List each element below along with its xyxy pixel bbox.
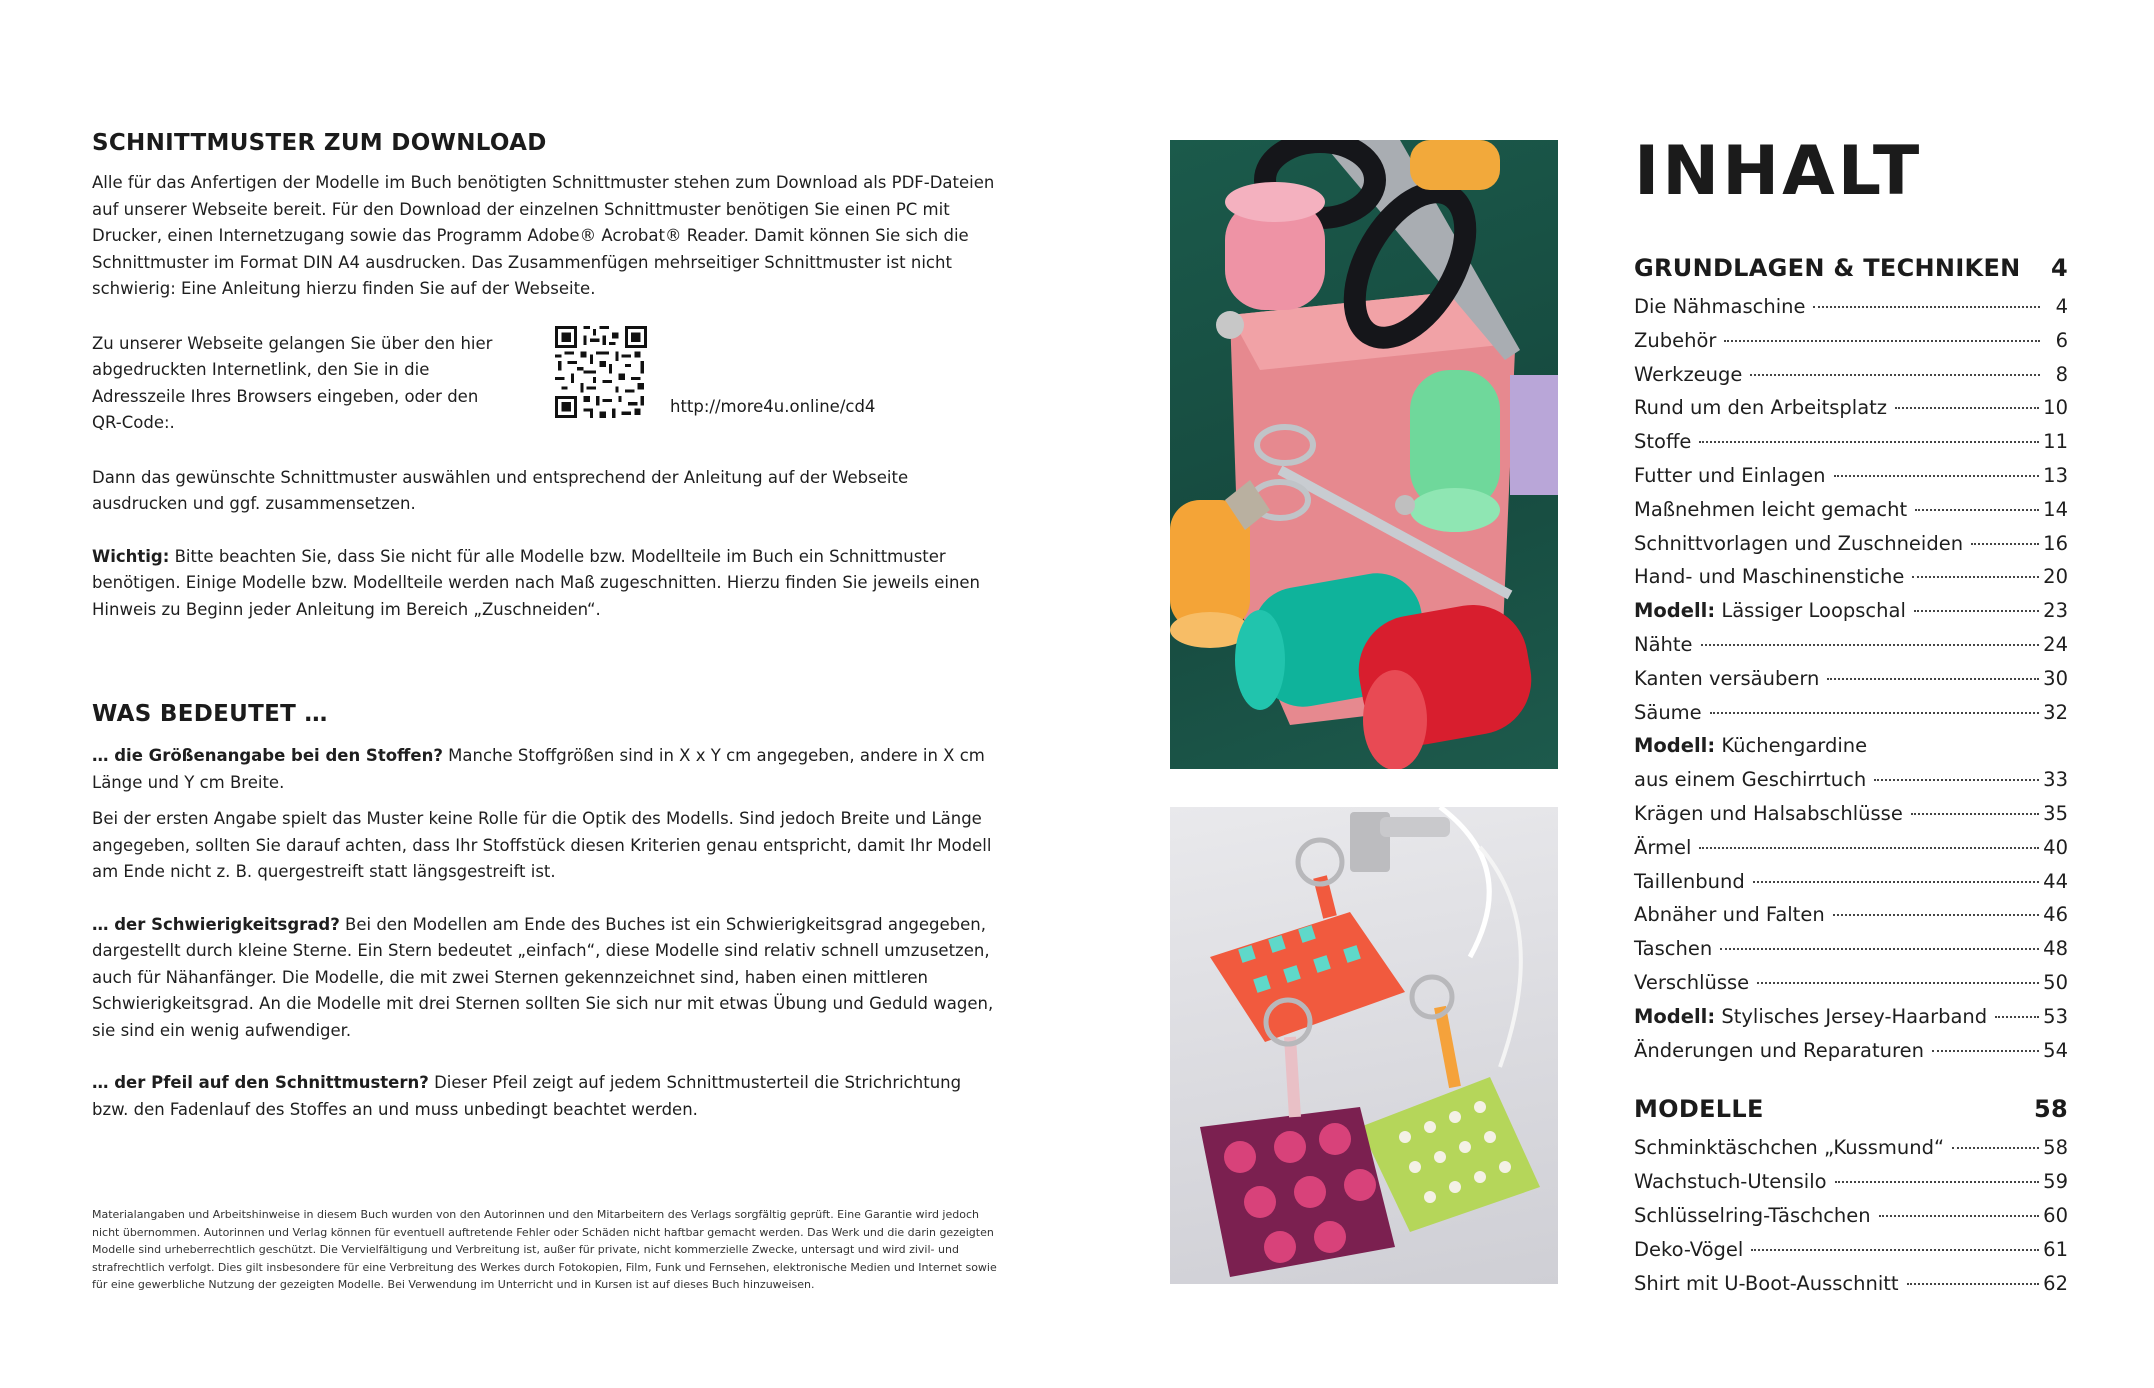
toc-entry-label [1634,493,1907,527]
toc-leader-dots [1699,847,2039,849]
toc-entry-label-text: Taschen [1634,937,1713,961]
left-page [92,130,1000,1123]
toc-entry-label-text: Lässiger Loopschal [1715,599,1906,623]
toc-entry[interactable] [1634,662,2068,696]
important-label: Wichtig: [92,546,170,566]
toc-entry-page: 30 [2043,666,2068,690]
toc-leader-dots [1835,1181,2040,1183]
instructions-text: Dann das gewünschte Schnittmuster auswählen und entsprechend der Anleitung auf der Webseite ausdrucken und ggf. zusammensetzen. [92,467,909,513]
toc-entry-page: 24 [2043,632,2068,656]
toc-leader-dots [1834,475,2040,477]
toc-entry-page: 50 [2043,970,2068,994]
toc-leader-dots [1720,948,2039,950]
toc-entry[interactable] [1634,560,2068,594]
toc-entry[interactable] [1634,1034,2068,1068]
toc-entry-label-text: Deko-Vögel [1634,1237,1744,1261]
toc-entry[interactable] [1634,898,2068,932]
toc-entry-page: 6 [2055,328,2068,352]
toc-entry-page: 8 [2055,362,2068,386]
toc-leader-dots [1753,881,2039,883]
toc-entry-label [1634,898,1825,932]
qr-code-icon[interactable] [555,326,647,418]
toc-leader-dots [1971,543,2039,545]
toc-leader-dots [1701,644,2040,646]
toc-entry-label [1634,425,1691,459]
toc-entry-label [1634,594,1906,628]
toc-entry-page: 10 [2043,396,2068,420]
faq-size-label: … die Größenangabe bei den Stoffen? [92,746,443,765]
toc-entry-page: 59 [2043,1170,2068,1194]
toc-entry-label-text: Futter und Einlagen [1634,463,1826,487]
faq-difficulty-text: Bei den Modellen am Ende des Buches ist ein Schwierigkeitsgrad angegeben, dargestellt durch kleine Sterne. Ein Stern bedeutet „einfach“, diese Modelle sind relativ schnell umzusetzen, auch für Nähanfänger. Die Modelle, die mit zwei Sternen gekennzeichnet sind, haben einen mittleren Schwierigkeitsgrad. An die Modelle mit drei Sternen sollten Sie sich nur mit etwas Übung und Geduld wagen, sie sind ein wenig aufwendiger. [92,914,994,1040]
toc-entry[interactable] [1634,425,2068,459]
toc-entry-label-text: Schlüsselring-Täschchen [1634,1203,1871,1227]
toc-entry-page: 11 [2043,430,2068,454]
toc-entry-label-text: Stoffe [1634,430,1692,454]
faq-size-text: Manche Stoffgrößen sind in X x Y cm angegeben, andere in X cm Länge und Y cm Breite. [92,746,985,792]
toc-entry-label [1634,797,1903,831]
keyring-pouches-photo [1170,807,1558,1284]
toc-entry-label-text: Maßnehmen leicht gemacht [1634,497,1908,521]
toc-entry-label [1634,696,1702,730]
faq-difficulty-label: … der Schwierigkeitsgrad? [92,914,340,934]
toc-entry[interactable] [1634,594,2068,628]
toc-entry-label [1634,1000,1987,1034]
toc-list-modelle [1634,1131,2068,1300]
toc-entry-label [1634,1267,1899,1301]
download-heading: SCHNITTMUSTER ZUM DOWNLOAD [92,130,547,156]
toc-entry-page: 20 [2043,565,2068,589]
toc-entry-page: 58 [2043,1136,2068,1160]
toc-entry-prefix: Modell: [1634,599,1716,623]
toc-entry-label [1634,831,1691,865]
toc-entry-label [1634,966,1749,1000]
toc-entry-label-text: Taillenbund [1634,869,1745,893]
toc-entry-page: 53 [2043,1004,2068,1028]
toc-entry-label [1634,1131,1944,1165]
toc-entry-text [1634,729,2068,797]
toc-entry-prefix: Modell: [1634,734,1716,758]
legal-footnote: Materialangaben und Arbeitshinweise in diesem Buch wurden von den Autorinnen und den Mitarbeitern des Verlags sorgfältig geprüft. Eine Garantie wird jedoch nicht übernommen. Autorinnen und Verlag können für eventuell auftretende Fehler oder Schäden nicht haftbar gemacht werden. Das Werk und die darin gezeigten Modelle sind urheberrechtlich geschützt. Die Vervielfältigung und Verbreitung ist, außer für private, nicht kommerzielle Zwecke, untersagt und wird zivil- und strafrechtlich verfolgt. Dies gilt insbesondere für eine Verbreitung des Werkes durch Fotokopien, Film, Funk und Fernsehen, elektronische Medien und Internet sowie für eine gewerbliche Nutzung der gezeigten Modelle. Bei Verwendung im Unterricht und in Kursen ist auf dieses Buch hinzuweisen. [92,1208,997,1292]
toc-entry-label [1634,865,1745,899]
toc-entry[interactable] [1634,1199,2068,1233]
toc-entry-label-text: Nähte [1634,632,1693,656]
table-of-contents [1634,130,2068,1300]
toc-entry-label [1634,932,1712,966]
toc-entry[interactable] [1634,966,2068,1000]
toc-entry-label [1634,1233,1743,1267]
toc-entry-label [1634,1034,1924,1068]
toc-entry[interactable] [1634,358,2068,392]
toc-entry-label-text: Shirt mit U-Boot-Ausschnitt [1634,1271,1899,1295]
toc-entry-page: 40 [2043,835,2068,859]
toc-entry-label-text: Abnäher und Falten [1634,903,1825,927]
toc-leader-dots [1914,610,2039,612]
toc-section-title: MODELLE [1634,1095,1764,1124]
toc-entry-label [1634,358,1742,392]
toc-leader-dots [1827,678,2039,680]
toc-entry-page: 54 [2043,1038,2068,1062]
toc-entry-label [1634,290,1805,324]
toc-entry-page: 33 [2043,768,2068,792]
toc-entry[interactable] [1634,797,2068,831]
toc-leader-dots [1895,407,2039,409]
toc-entry-label-text: Küchengardine [1715,734,1868,758]
toc-entry-page: 23 [2043,599,2068,623]
toc-entry-label [1634,459,1826,493]
faq-arrow-text: Dieser Pfeil zeigt auf jedem Schnittmusterteil die Strichrichtung bzw. den Fadenlauf des Stoffes an und muss unbedingt beachtet werden. [92,1073,962,1119]
toc-entry[interactable] [1634,459,2068,493]
website-text: Zu unserer Webseite gelangen Sie über den hier abgedruckten Internetlink, den Sie in die Adresszeile Ihres Browsers eingeben, oder den QR-Code:. [92,333,493,432]
toc-entry-label-text: Schminktäschchen „Kussmund“ [1634,1136,1945,1160]
download-url-link[interactable]: http://more4u.online/cd4 [670,396,876,416]
toc-entry[interactable] [1634,290,2068,324]
toc-section-title: GRUNDLAGEN & TECHNIKEN [1634,254,2021,282]
toc-entry-label-text: Krägen und Halsabschlüsse [1634,801,1903,825]
toc-entry-label-text: Stylisches Jersey-Haarband [1715,1004,1988,1028]
toc-entry-label [1634,560,1904,594]
toc-entry[interactable] [1634,324,2068,358]
toc-entry-label [1634,527,1963,561]
toc-entry-page: 14 [2043,497,2068,521]
toc-entry[interactable] [1634,1000,2068,1034]
important-note [92,544,1000,624]
toc-section-heading[interactable] [1634,1095,2068,1123]
faq-difficulty [92,912,1000,1045]
toc-entry-page: 16 [2043,531,2068,555]
toc-entry-page: 32 [2043,700,2068,724]
toc-entry-label [1634,391,1887,425]
toc-entry-page: 48 [2043,937,2068,961]
toc-entry-label-line2: aus einem Geschirrtuch [1634,768,1867,792]
toc-entry-label-text: Wachstuch-Utensilo [1634,1170,1827,1194]
toc-entry[interactable] [1634,1165,2068,1199]
toc-leader-dots [1724,340,2040,342]
toc-entry-label-text: Schnittvorlagen und Zuschneiden [1634,531,1964,555]
toc-entry[interactable] [1634,1233,2068,1267]
toc-entry[interactable] [1634,729,2068,797]
toc-entry-label-text: Ärmel [1634,835,1692,859]
meaning-heading: WAS BEDEUTET … [92,701,328,727]
toc-entry-label-text: Änderungen und Reparaturen [1634,1038,1924,1062]
toc-leader-dots [1751,1249,2039,1251]
toc-entry-page: 35 [2043,801,2068,825]
toc-entry[interactable] [1634,493,2068,527]
toc-entry[interactable] [1634,696,2068,730]
toc-entry-label-text: Säume [1634,700,1702,724]
toc-entry-label [1634,1199,1871,1233]
toc-entry-label-text: Verschlüsse [1634,970,1750,994]
toc-entry-page: 62 [2043,1271,2068,1295]
sewing-tools-photo [1170,140,1558,769]
toc-leader-dots [1952,1147,2039,1149]
keyring-pouches-illustration [1170,807,1558,1284]
toc-leader-dots [1750,374,2040,376]
toc-title: INHALT [1634,132,1923,211]
toc-leader-dots [1995,1016,2039,1018]
toc-leader-dots [1907,1283,2040,1285]
toc-leader-dots [1879,1215,2040,1217]
faq-size-more: Bei der ersten Angabe spielt das Muster keine Rolle für die Optik des Modells. Sind jedoch Breite und Länge angegeben, sollten Sie darauf achten, dass Ihr Stoffstück diesen Kriterien genau entspricht, damit Ihr Modell am Ende nicht z. B. quergestreift statt längsgestreift ist. [92,809,992,881]
toc-entry[interactable] [1634,865,2068,899]
toc-list-grundlagen [1634,290,2068,1067]
toc-entry-page: 44 [2043,869,2068,893]
toc-entry-label-text: Kanten versäubern [1634,666,1820,690]
toc-entry-prefix: Modell: [1634,1004,1716,1028]
toc-entry-line2 [1634,763,2068,797]
toc-entry-label-text: Die Nähmaschine [1634,295,1806,318]
sewing-tools-illustration [1170,140,1558,769]
toc-entry-label [1634,628,1693,662]
important-text: Bitte beachten Sie, dass Sie nicht für alle Modelle bzw. Modellteile im Buch ein Schnittmuster benötigen. Einige Modelle bzw. Modellteile werden nach Maß zugeschnitten. Hierzu finden Sie jeweils einen Hinweis zu Beginn jeder Anleitung im Bereich „Zuschneiden“. [92,546,981,619]
toc-entry-label [1634,662,1819,696]
toc-entry-label-text: Werkzeuge [1634,362,1743,386]
toc-leader-dots [1813,306,2040,308]
toc-entry-label-text: Zubehör [1634,328,1717,352]
toc-leader-dots [1710,712,2039,714]
toc-entry-page: 4 [2055,295,2068,318]
toc-leader-dots [1911,813,2039,815]
toc-entry[interactable] [1634,391,2068,425]
toc-section-page: 58 [2034,1095,2068,1124]
toc-entry-label [1634,1165,1827,1199]
toc-entry[interactable] [1634,1131,2068,1165]
toc-entry-label-text: Hand- und Maschinenstiche [1634,565,1905,589]
toc-entry-page: 60 [2043,1203,2068,1227]
toc-entry[interactable] [1634,1267,2068,1301]
toc-leader-dots [1932,1050,2039,1052]
toc-entry-page: 61 [2043,1237,2068,1261]
toc-entry[interactable] [1634,628,2068,662]
toc-leader-dots [1915,509,2039,511]
toc-entry[interactable] [1634,527,2068,561]
download-intro: Alle für das Anfertigen der Modelle im Buch benötigten Schnittmuster stehen zum Download als PDF-Dateien auf unserer Webseite bereit. Für den Download der einzelnen Schnittmuster benötigen Sie einen PC mit Drucker, einen Internetzugang sowie das Programm Adobe® Acrobat® Reader. Damit können Sie sich die Schnittmuster im Format DIN A4 ausdrucken. Das Zusammenfügen mehrseitiger Schnittmuster ist nicht schwierig: Eine Anleitung hierzu finden Sie auf der Webseite. [92,173,995,298]
toc-section-page: 4 [2051,254,2068,282]
toc-section-heading[interactable] [1634,254,2068,282]
toc-leader-dots [1833,914,2039,916]
toc-leader-dots [1912,576,2039,578]
toc-leader-dots [1699,441,2039,443]
toc-entry-page: 46 [2043,903,2068,927]
website-row [92,331,1000,443]
toc-leader-dots [1874,779,2039,781]
faq-size [92,743,1000,796]
faq-arrow-label: … der Pfeil auf den Schnittmustern? [92,1073,429,1092]
toc-entry-label [1634,729,2068,763]
toc-entry[interactable] [1634,932,2068,966]
toc-entry-label-text: Rund um den Arbeitsplatz [1634,396,1888,420]
toc-entry-label [1634,324,1716,358]
faq-arrow [92,1070,1000,1123]
toc-entry[interactable] [1634,831,2068,865]
toc-leader-dots [1757,982,2039,984]
toc-entry-page: 13 [2043,463,2068,487]
